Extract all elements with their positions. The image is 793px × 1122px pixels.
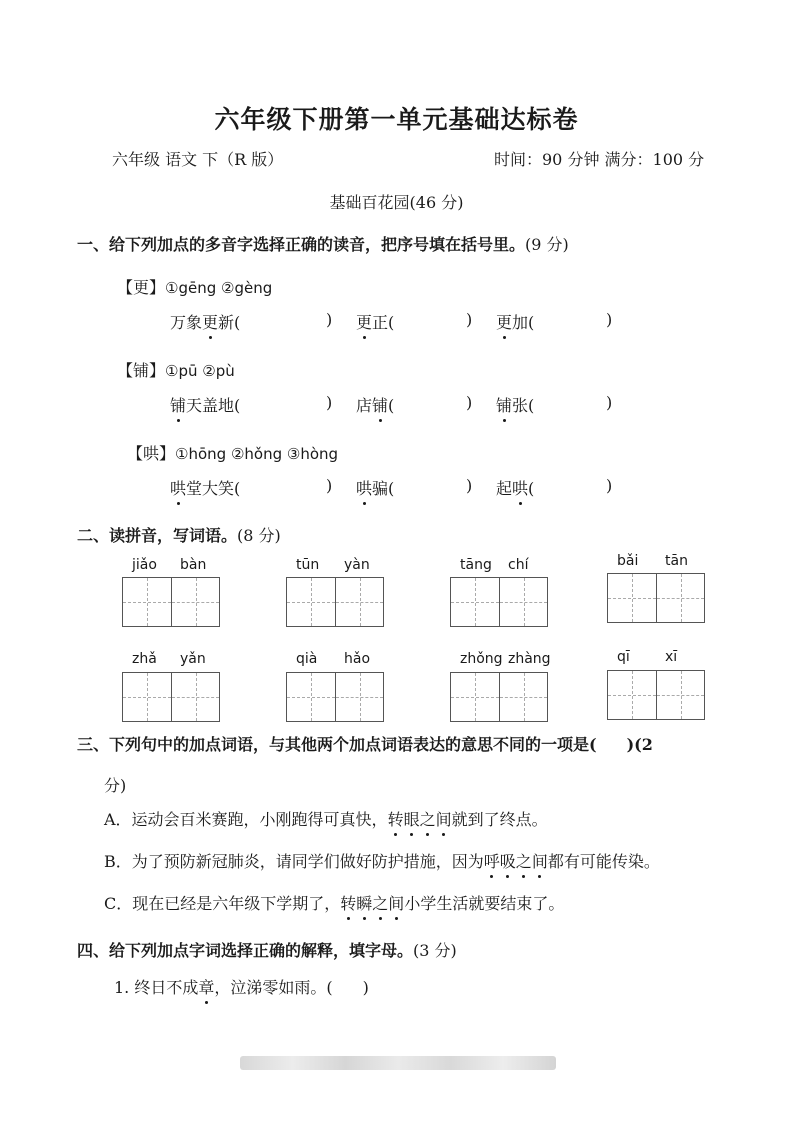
pinyin-label: jiǎo: [132, 557, 157, 573]
polyphone-group-1: [117, 275, 272, 298]
writing-grid[interactable]: [122, 577, 220, 627]
question-4-item-1: 1. 终日不成章，泣涕零如雨。( ): [114, 975, 369, 998]
pinyin-label: yàn: [344, 557, 370, 573]
polyphone-options: ①pū ②pù: [165, 362, 235, 380]
dotted-char: 转: [388, 807, 404, 830]
writing-cell[interactable]: [656, 671, 704, 719]
writing-cell[interactable]: [171, 578, 219, 626]
writing-grid[interactable]: [122, 672, 220, 722]
writing-cell[interactable]: [499, 578, 547, 626]
dotted-char: 之: [420, 807, 436, 830]
writing-cell[interactable]: [335, 673, 383, 721]
question-1-heading: [77, 232, 569, 255]
writing-cell[interactable]: [123, 673, 171, 721]
polyphone-word: 更正(: [356, 310, 394, 333]
pinyin-label: yǎn: [180, 651, 206, 667]
writing-grid[interactable]: [450, 577, 548, 627]
dotted-phrase: [388, 810, 452, 829]
dotted-char: 铺: [372, 393, 388, 416]
question-3-heading: [77, 732, 653, 755]
question-2-text: 二、读拼音，写词语。: [77, 526, 238, 545]
dotted-char: 更: [496, 310, 512, 333]
pinyin-label: tāng: [460, 557, 492, 573]
dotted-phrase: [340, 894, 404, 913]
polyphone-word: 哄骗(: [356, 476, 394, 499]
dotted-char: 铺: [170, 393, 186, 416]
writing-grid[interactable]: [450, 672, 548, 722]
writing-cell[interactable]: [287, 673, 335, 721]
question-1-points: (9 分): [525, 235, 569, 254]
pinyin-label: chí: [508, 557, 529, 573]
answer-paren-close: ): [606, 393, 613, 412]
dotted-char: 哄: [170, 476, 186, 499]
dotted-char: 章: [198, 975, 214, 998]
dotted-char: 吸: [500, 849, 516, 872]
writing-grid[interactable]: [607, 670, 705, 720]
writing-cell[interactable]: [451, 578, 499, 626]
watermark-blur: [240, 1056, 556, 1070]
question-2-heading: [77, 523, 281, 546]
question-4-heading: [77, 938, 457, 961]
writing-cell[interactable]: [451, 673, 499, 721]
dotted-char: 铺: [496, 393, 512, 416]
polyphone-word: 起哄(: [496, 476, 534, 499]
pinyin-label: bǎi: [617, 553, 639, 569]
answer-paren-close: ): [466, 310, 473, 329]
polyphone-group-2: [117, 358, 235, 381]
answer-paren-close: ): [606, 310, 613, 329]
polyphone-options: ①hōng ②hǒng ③hòng: [175, 445, 339, 463]
writing-cell[interactable]: [335, 578, 383, 626]
writing-cell[interactable]: [608, 574, 656, 622]
polyphone-word: 铺张(: [496, 393, 534, 416]
polyphone-group-3: [127, 441, 338, 464]
polyphone-char: 【铺】: [117, 361, 166, 380]
answer-paren-close: ): [466, 393, 473, 412]
question-3-points: )(2: [626, 735, 653, 754]
pinyin-label: tūn: [296, 557, 320, 573]
option-c: C．现在已经是六年级下学期了，转瞬之间小学生活就要结束了。: [104, 891, 564, 914]
polyphone-char: 【哄】: [127, 444, 176, 463]
polyphone-word: 铺天盖地(: [170, 393, 240, 416]
dotted-char: 间: [388, 891, 404, 914]
dotted-char: 之: [372, 891, 388, 914]
dotted-phrase: [484, 852, 548, 871]
pinyin-label: qī: [617, 649, 630, 665]
question-3-points-cont: 分): [104, 776, 127, 795]
question-4-text: 四、给下列加点字词选择正确的解释，填字母。: [77, 941, 414, 960]
answer-paren-close: ): [326, 310, 333, 329]
pinyin-label: hǎo: [344, 651, 371, 667]
question-2-points: (8 分): [237, 526, 281, 545]
writing-cell[interactable]: [608, 671, 656, 719]
polyphone-word: 哄堂大笑(: [170, 476, 240, 499]
dotted-char: 呼: [484, 849, 500, 872]
writing-cell[interactable]: [171, 673, 219, 721]
writing-grid[interactable]: [607, 573, 705, 623]
polyphone-word: 更加(: [496, 310, 534, 333]
dotted-char: 眼: [404, 807, 420, 830]
answer-paren-close: ): [466, 476, 473, 495]
writing-grid[interactable]: [286, 577, 384, 627]
pinyin-label: zhǒng: [460, 651, 503, 667]
dotted-char: 哄: [512, 476, 528, 499]
dotted-char: 间: [532, 849, 548, 872]
dotted-char: 间: [436, 807, 452, 830]
answer-paren-close: ): [606, 476, 613, 495]
polyphone-word: 店铺(: [356, 393, 394, 416]
question-1-text: 一、给下列加点的多音字选择正确的读音，把序号填在括号里。: [77, 235, 526, 254]
dotted-char: 哄: [356, 476, 372, 499]
grade-subject: 六年级 语文 下（R 版）: [112, 150, 284, 169]
dotted-char: 更: [356, 310, 372, 333]
dotted-char: 更: [202, 310, 218, 333]
section-heading: 基础百花园(46 分): [329, 193, 464, 212]
answer-paren-close: ): [326, 476, 333, 495]
writing-grid[interactable]: [286, 672, 384, 722]
pinyin-label: zhàng: [508, 651, 551, 667]
question-3-text: 三、下列句中的加点词语，与其他两个加点词语表达的意思不同的一项是(: [77, 735, 597, 754]
option-a: A．运动会百米赛跑，小刚跑得可真快，转眼之间就到了终点。: [104, 807, 548, 830]
time-score: 时间：90 分钟 满分：100 分: [494, 150, 705, 169]
dotted-char: 转: [340, 891, 356, 914]
pinyin-label: xī: [665, 649, 678, 665]
option-b: B．为了预防新冠肺炎，请同学们做好防护措施，因为呼吸之间都有可能传染。: [104, 849, 660, 872]
dotted-char: 瞬: [356, 891, 372, 914]
page-title: 六年级下册第一单元基础达标卷: [214, 105, 579, 134]
polyphone-options: ①gēng ②gèng: [165, 279, 273, 297]
pinyin-label: bàn: [180, 557, 207, 573]
writing-cell[interactable]: [499, 673, 547, 721]
pinyin-label: tān: [665, 553, 688, 569]
question-4-points: (3 分): [413, 941, 457, 960]
polyphone-char: 【更】: [117, 278, 166, 297]
polyphone-word: 万象更新(: [170, 310, 240, 333]
pinyin-label: zhǎ: [132, 651, 157, 667]
answer-paren-close: ): [326, 393, 333, 412]
writing-cell[interactable]: [287, 578, 335, 626]
writing-cell[interactable]: [656, 574, 704, 622]
dotted-char: 之: [516, 849, 532, 872]
pinyin-label: qià: [296, 651, 318, 667]
writing-cell[interactable]: [123, 578, 171, 626]
